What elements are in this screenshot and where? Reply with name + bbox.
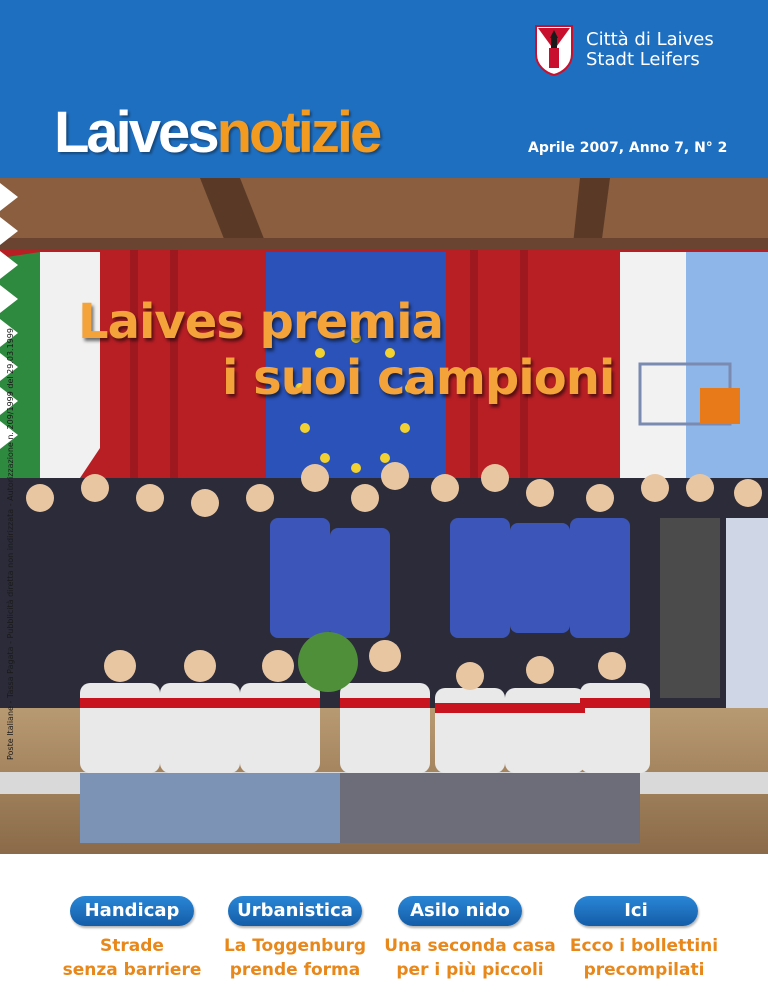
- city-name-german: Stadt Leifers: [586, 49, 700, 70]
- teaser-urbanistica-line2: prende forma: [229, 960, 361, 980]
- section-tag-asilo-nido[interactable]: Asilo nido: [398, 896, 522, 926]
- cover-photo: [0, 178, 768, 854]
- cover-headline-line2: i suoi campioni: [222, 350, 615, 406]
- teaser-asilo-nido-line2: per i più piccoli: [396, 960, 544, 980]
- teaser-ici-line2: precompilati: [583, 960, 705, 980]
- coat-of-arms-icon: [534, 24, 574, 76]
- teaser-urbanistica-line1: La Toggenburg: [223, 936, 367, 956]
- section-tag-ici[interactable]: Ici: [574, 896, 698, 926]
- teaser-urbanistica[interactable]: [212, 934, 378, 982]
- masthead-part-2: notizie: [216, 100, 380, 165]
- section-tag-urbanistica[interactable]: Urbanistica: [228, 896, 362, 926]
- section-tag-handicap[interactable]: Handicap: [70, 896, 194, 926]
- teaser-asilo-nido[interactable]: [382, 934, 558, 982]
- masthead-header: [0, 0, 768, 178]
- teaser-handicap[interactable]: [44, 934, 220, 982]
- postal-notice: Poste Italiane - Tassa Pagata - Pubblicità diretta non indirizzata - Autorizzazione n. 209/1999 del 29.03.1999: [6, 328, 15, 760]
- masthead-part-1: Laives: [54, 100, 217, 165]
- masthead-logo: [54, 98, 379, 168]
- teaser-ici[interactable]: [558, 934, 730, 982]
- cover-headline-line1: Laives premia: [78, 294, 443, 350]
- teaser-ici-line1: Ecco i bollettini: [569, 936, 719, 956]
- cover-photo-illustration: [0, 178, 768, 854]
- teaser-asilo-nido-line1: Una seconda casa: [384, 936, 556, 956]
- issue-date: Aprile 2007, Anno 7, N° 2: [528, 140, 728, 156]
- teaser-handicap-line2: senza barriere: [62, 960, 202, 980]
- city-name-italian: Città di Laives: [586, 29, 714, 50]
- teaser-handicap-line1: Strade: [100, 936, 164, 956]
